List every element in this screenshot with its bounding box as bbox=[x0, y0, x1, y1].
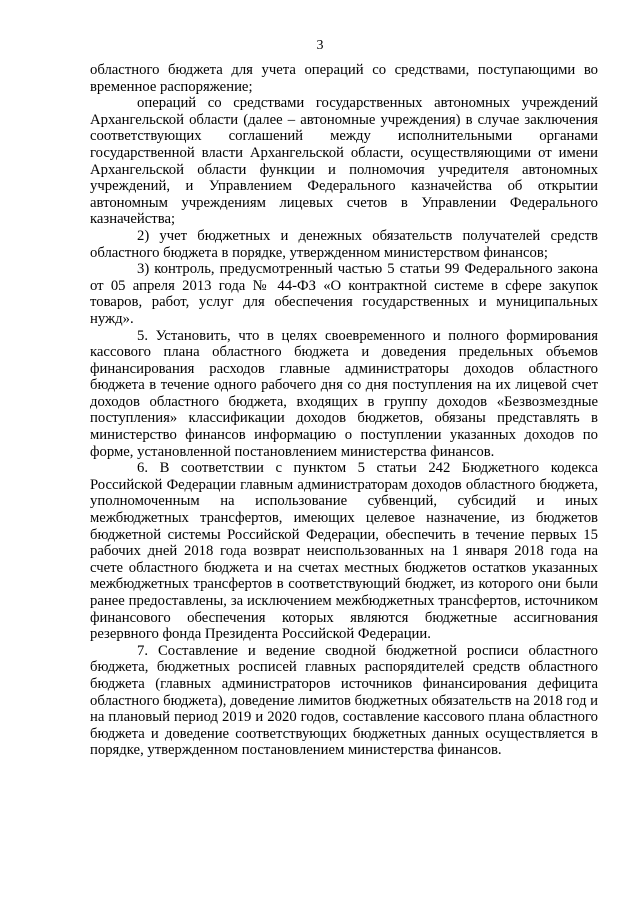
paragraph-section-7: 7. Составление и ведение сводной бюджетной росписи областного бюджета, бюджетных росписей главных распорядителей средств областного бюджета (главных администраторов источников финансирования дефицита областного бюджета), доведение лимитов бюджетных обязательств на 2018 год и на плановый период 2019 и 2020 годов, составление кассового плана областного бюджета и доведение соответствующих бюджетных данных осуществляется в порядке, утвержденном постановлением министерства финансов. bbox=[90, 642, 598, 759]
paragraph-item-2: 2) учет бюджетных и денежных обязательств получателей средств областного бюджета в порядке, утвержденном министерством финансов; bbox=[90, 227, 598, 261]
paragraph-accounts-temporary: областного бюджета для учета операций со средствами, поступающими во временное распоряжение; bbox=[90, 62, 598, 95]
paragraph-item-3: 3) контроль, предусмотренный частью 5 статьи 99 Федерального закона от 05 апреля 2013 года № 44-ФЗ «О контрактной системе в сфере закупок товаров, работ, услуг для обеспечения государственных и муниципальных нужд». bbox=[90, 261, 598, 327]
page-number: 3 bbox=[316, 38, 324, 53]
document-body bbox=[90, 62, 598, 759]
paragraph-section-5: 5. Установить, что в целях своевременного и полного формирования кассового плана областного бюджета и доведения предельных объемов финансирования расходов главные администраторы доходов областного бюджета в течение одного рабочего дня со дня поступления на их лицевой счет доходов областного бюджета, входящих в группу доходов «Безвозмездные поступления» классификации доходов бюджетов, обязаны представлять в министерство финансов информацию о поступлении указанных доходов по форме, установленной постановлением министерства финансов. bbox=[90, 327, 598, 460]
paragraph-autonomous-institutions: операций со средствами государственных автономных учреждений Архангельской области (далее – автономные учреждения) в случае заключения соответствующих соглашений между исполнительными органами государственной власти Архангельской области, осуществляющими от имени Архангельской области функции и полномочия учредителя автономных учреждений, и Управлением Федерального казначейства об открытии автономным учреждениям лицевых счетов в Управлении Федерального казначейства; bbox=[90, 95, 598, 228]
paragraph-section-6: 6. В соответствии с пунктом 5 статьи 242 Бюджетного кодекса Российской Федерации главным администраторам доходов областного бюджета, уполномоченным на использование субвенций, субсидий и иных межбюджетных трансфертов, имеющих целевое назначение, из бюджетов бюджетной системы Российской Федерации, обеспечить в течение первых 15 рабочих дней 2018 года возврат неиспользованных на 1 января 2018 года на счете областного бюджета и на счетах местных бюджетов остатков указанных межбюджетных трансфертов в соответствующий бюджет, из которого они были ранее предоставлены, за исключением межбюджетных трансфертов, источником финансового обеспечения которых являются бюджетные ассигнования резервного фонда Президента Российской Федерации. bbox=[90, 460, 598, 643]
